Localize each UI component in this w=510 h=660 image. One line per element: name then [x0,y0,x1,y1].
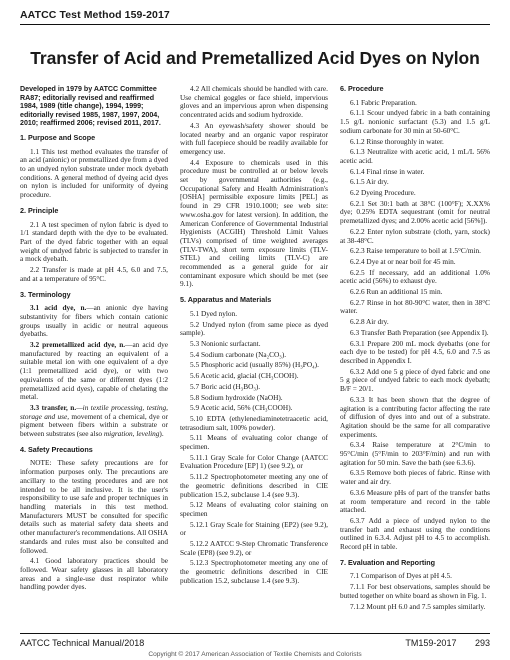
list-item: 5.12 Means of evaluating color staining on specimen [180,500,328,518]
definition-premetallized-acid-dye: —an acid dye manufactured by reacting an equivalent of a suitable metal ion with one equivalent of a dye (1:1 premetallized acid dye), or with two equivalents of the same or different dyes (1:2 premetallized acid dyes), capable of chelating the metal. [20,340,168,402]
list-item: 6.3.1 Prepare 200 mL mock dyebaths (one for each dye to be tested) for pH 4.5, 6.0 and 7.5 as described in Appendix I. [340,338,490,365]
section-heading-procedure: 6. Procedure [340,84,384,93]
paragraph-2-1: 2.1 A test specimen of nylon fabric is dyed to 1/1 standard depth with the dye to be evaluated. Part of the dyed fabric together with an equal weight of undyed fabric is subjected to transfer in a mock dyebath. [20,219,168,264]
section-heading-evaluation: 7. Evaluation and Reporting [340,557,436,567]
revision-history: Developed in 1979 by AATCC Committee RA87; editorially revised and reaffirmed 1984, 1989 (title change), 1994, 1999; editorially revised 1985, 1987, 1997, 2004, 2010; reaffirmed 2006; revised 2011, 2017. [20,85,161,128]
list-item: 5.4 Sodium carbonate (Na₂CO₃). [190,349,287,359]
section-heading-apparatus: 5. Apparatus and Materials [180,295,272,305]
list-item: 6.2.4 Dye at or near boil for 45 min. [350,256,456,266]
column-middle [180,85,328,588]
paragraph-3-1 [20,304,168,339]
list-item: 5.10 EDTA (ethylenediaminetetraacetic acid, tetrasodium salt, 100% powder). [180,413,328,432]
paragraph-4-2: 4.2 All chemicals should be handled with care. Use chemical goggles or face shield, impervious gloves and an impervious apron when dispensing concentrated acids and sodium hydroxide. [180,84,328,120]
header-rule [20,24,490,25]
list-item: 6.1.3 Neutralize with acetic acid, 1 mL/L 56% acetic acid. [340,147,490,165]
list-item: 5.11 Means of evaluating color change of specimen. [180,433,328,452]
term-transfer: 3.3 transfer, n. [30,402,77,412]
section-heading-safety: 4. Safety Precautions [20,444,93,454]
list-item: 6.2.7 Rinse in hot 80-90°C water, then in 38°C water. [340,297,490,316]
list-item: 6.1.1 Scour undyed fabric in a bath containing 1.5 g/L nonionic surfactant (5.3) and 1.5 g/L sodium carbonate for 30 min at 50-60°C. [340,108,490,135]
list-item: 6.1.2 Rinse thoroughly in water. [350,136,444,146]
paragraph-2-2: 2.2 Transfer is made at pH 4.5, 6.0 and 7.5, and at a temperature of 95°C. [20,265,168,283]
list-item: 7.1 Comparison of Dyes at pH 4.5. [350,571,452,581]
list-item: 5.12.1 Gray Scale for Staining (EP2) (see 9.2), or [180,519,328,538]
column-left [20,85,168,594]
list-item: 6.3.6 Measure pHs of part of the transfer baths at room temperature and record in the table attached. [340,487,490,515]
list-item: 5.12.3 Spectrophotometer meeting any one of the geometric definitions described in CIE publication 15.2, subclause 1.4 (see 9.3). [180,558,328,585]
list-item: 7.1.1 For best observations, samples should be butted together on white board as shown in Fig. 1. [340,582,490,600]
definition-transfer-end: ). [159,429,164,439]
list-item: 5.5 Phosphoric acid (usually 85%) (H₃PO₄). [190,360,319,370]
list-item: 6.2.3 Raise temperature to boil at 1.5°C/min. [350,246,481,256]
section-heading-terminology: 3. Terminology [20,289,71,299]
list-item: 6.2.1 Set 30:1 bath at 38°C (100°F); X.XX% dye; 0.25% EDTA sequestrant (omit for neutral premetallized dyes; and 2.00% acetic acid [56%]). [340,198,490,226]
footer-manual: AATCC Technical Manual/2018 [20,638,145,648]
list-item: 5.2 Undyed nylon (from same piece as dyed sample). [180,319,328,338]
list-item: 6.3.4 Raise temperature at 2°C/min to 95°C/min (5°F/min to 203°F/min) and run with agitation for 50 min. Save the bath (see 6.3.6). [340,440,490,467]
evaluation-list [340,572,490,611]
list-item: 5.12.2 AATCC 9-Step Chromatic Transference Scale (EP8) (see 9.2), or [180,539,328,557]
paragraph-3-2 [20,341,168,402]
list-item: 6.2.2 Enter nylon substrate (cloth, yarn, stock) at 38-48°C. [340,226,490,245]
list-item: 5.11.1 Gray Scale for Color Change (AATCC Evaluation Procedure [EP] 1) (see 9.2), or [180,452,328,471]
list-item: 5.6 Acetic acid, glacial (CH₃COOH). [190,371,299,381]
procedure-list [340,99,490,552]
footer-rule [20,633,490,634]
footer-method-code: TM159-2017 [405,638,457,648]
footer-right [389,638,490,648]
column-right [340,85,490,613]
list-item: 5.11.2 Spectrophotometer meeting any one of the geometric definitions described in CIE publication 15.2, subclause 1.4 (see 9.3). [180,472,328,499]
list-item: 6.3.5 Remove both pieces of fabric. Rinse with water and air dry. [340,468,490,487]
list-item: 5.1 Dyed nylon. [190,308,238,318]
running-header: AATCC Test Method 159-2017 [20,9,170,21]
paragraph-4-1: 4.1 Good laboratory practices should be followed. Wear safety glasses in all laboratory areas and a single-use dust respirator while handling powder dyes. [20,556,168,592]
document-title: Transfer of Acid and Premetallized Acid Dyes on Nylon [30,48,480,68]
apparatus-list [180,310,328,586]
see-also-terms: migration, leveling [103,429,160,439]
list-item: 5.7 Boric acid (H₃BO₃). [190,381,261,391]
copyright-notice: Copyright © 2017 American Association of Textile Chemists and Colorists [148,651,362,658]
list-item: 7.1.2 Mount pH 6.0 and 7.5 samples similarly. [350,601,486,611]
term-acid-dye: 3.1 acid dye, n. [30,303,87,313]
list-item: 6.3.3 It has been shown that the degree of agitation is a contributing factor affecting the rate of diffusion of dyes into and out of a substrate. Agitation should be the same for all comparative experiments. [340,394,490,439]
definition-transfer-context: —in textile processing, testing, storage and use, [20,402,168,421]
section-heading-purpose: 1. Purpose and Scope [20,132,96,142]
safety-note: NOTE: These safety precautions are for information purposes only. The precautions are ancillary to the testing procedures and are not intended to be all inclusive. It is the user's responsibility to use safe and proper techniques in handling materials in this test method. Manufacturers MUST be consulted for specific details such as material safety data sheets and other manufacturer's recommendations. All OSHA standards and rules must also be consulted and followed. [20,458,168,555]
definition-acid-dye: —an anionic dye having substantivity for fibers which contain cationic groups usually in acidic or neutral aqueous dyebaths. [20,303,168,339]
list-item: 6.3.2 Add one 5 g piece of dyed fabric and one 5 g piece of undyed fabric to each mock dyebath; B/F = 20/1. [340,366,490,394]
list-item: 6.1.4 Final rinse in water. [350,166,425,176]
list-item: 6.1.5 Air dry. [350,177,389,187]
list-item: 5.9 Acetic acid, 56% (CH₃COOH). [190,403,293,413]
list-item: 6.2 Dyeing Procedure. [350,188,416,198]
list-item: 5.8 Sodium hydroxide (NaOH). [190,392,283,402]
section-heading-principle: 2. Principle [20,205,59,215]
list-item: 5.3 Nonionic surfactant. [190,338,261,348]
list-item: 6.3 Transfer Bath Preparation (see Appendix I). [350,327,489,337]
footer-page-number: 293 [474,638,490,648]
definition-transfer: movement of a chemical, dye or pigment between fibers within a substrate or between substrates (see also [20,411,169,439]
list-item: 6.2.6 Run an additional 15 min. [350,287,443,297]
list-item: 6.2.8 Air dry. [350,317,389,327]
paragraph-4-4: 4.4 Exposure to chemicals used in this procedure must be controlled at or below levels set by governmental authorities (e.g., Occupational Safety and Health Administration's [OSHA] permissible exposure limits [PEL] as found in 29 CFR 1910.1000; see web site: www.osha.gov for latest version). In addition, the American Conference of Governmental Industrial Hygienists (ACGIH) Threshold Limit Values (TLVs) comprised of time weighted averages (TLV-TWA), short term exposure limits (TLV-STEL) and ceiling limits (TLV-C) are recommended as a general guide for air contaminant exposure which should be met (see 9.1). [180,157,328,289]
list-item: 6.2.5 If necessary, add an additional 1.0% acetic acid (56%) to exhaust dye. [340,267,490,286]
paragraph-3-3 [20,404,168,439]
term-premetallized-acid-dye: 3.2 premetallized acid dye, n. [30,340,126,350]
list-item: 6.3.7 Add a piece of undyed nylon to the transfer bath and exhaust using the conditions outlined in 6.3.4. Adjust pH to 4.5 to accomplish. Record pH in table. [340,515,490,552]
paragraph-4-3: 4.3 An eyewash/safety shower should be located nearby and an organic vapor respirator with full facepiece should be readily available for emergency use. [180,120,328,156]
paragraph-1-1: 1.1 This test method evaluates the transfer of an acid (anionic) or premetallized dye from a dyed to an undyed nylon substrate under mock dyebath conditions. A general method of dyeing acid dyes on nylon is included for uniformity of dyeing procedure. [20,146,168,200]
list-item: 6.1 Fabric Preparation. [350,97,417,107]
